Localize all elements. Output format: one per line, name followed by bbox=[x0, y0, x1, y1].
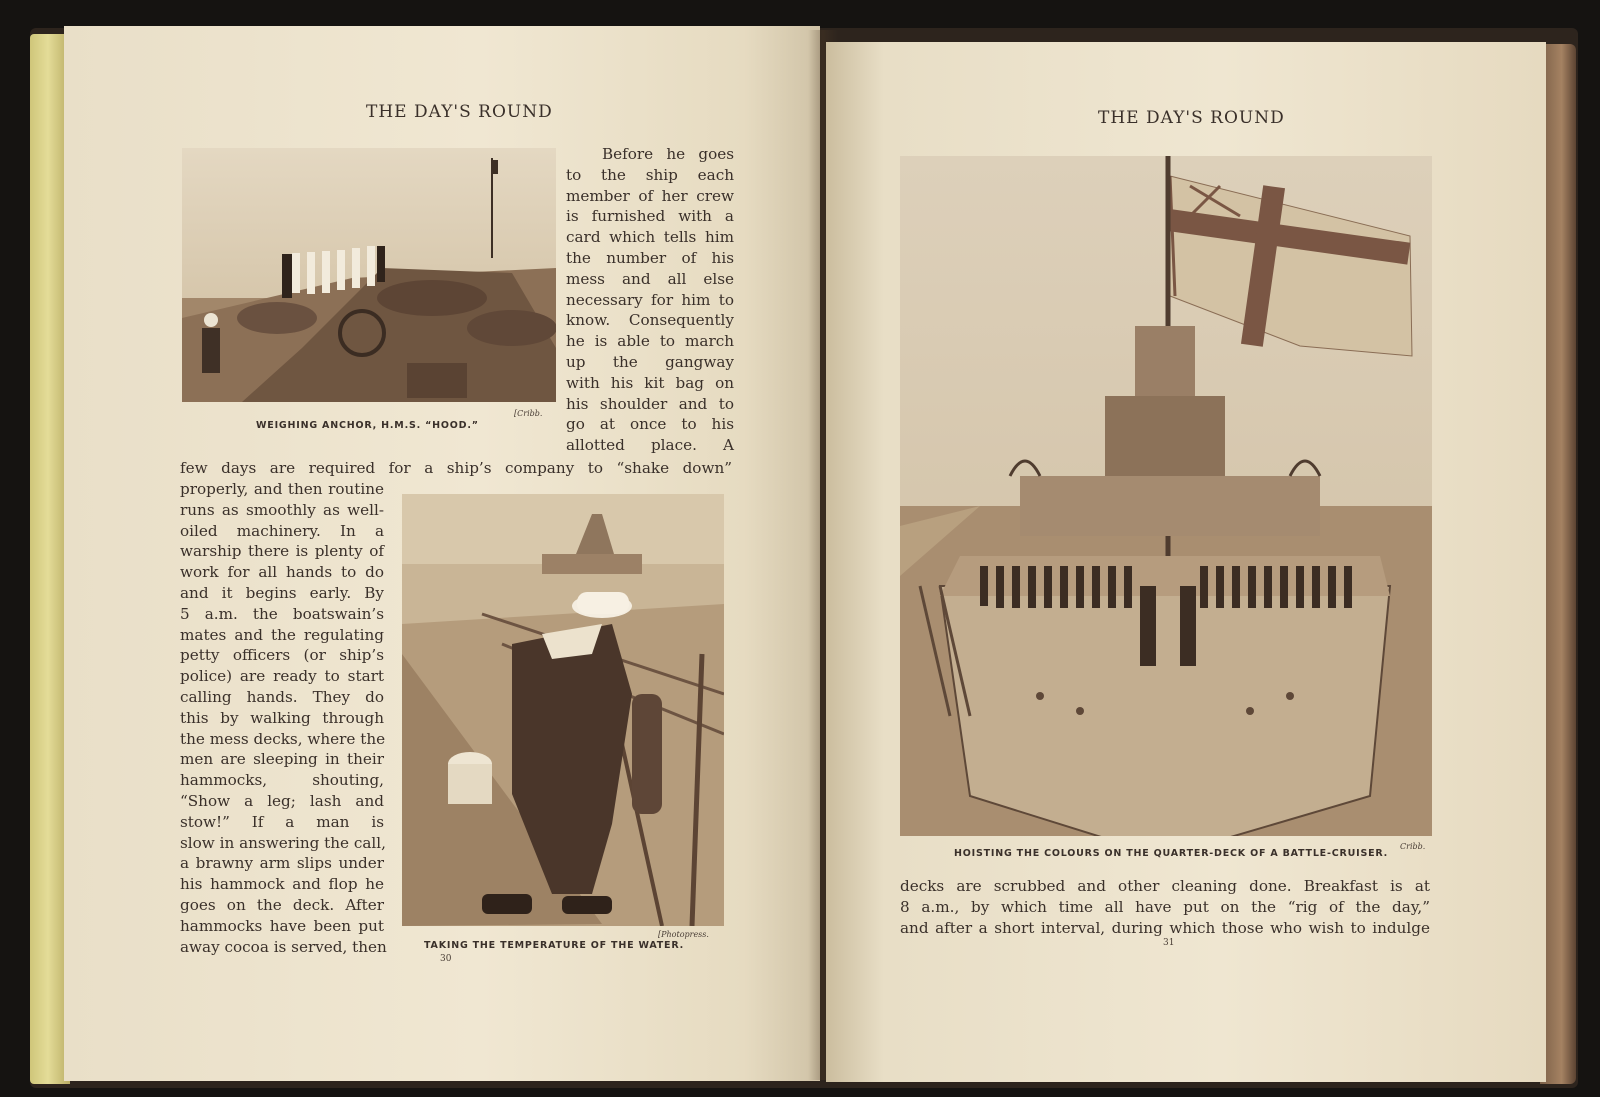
text-line: runs as smoothly as well- bbox=[180, 500, 384, 519]
text-line: and it begins early. By bbox=[180, 583, 384, 602]
photo-weighing-anchor bbox=[182, 148, 556, 402]
text-line: know. Consequently bbox=[566, 311, 734, 330]
text-line: the number of his bbox=[566, 248, 734, 267]
left-text-column-top bbox=[566, 144, 734, 456]
text-line: hammocks, shouting, bbox=[180, 771, 384, 790]
text-line: go at once to his bbox=[566, 415, 734, 434]
photo2-caption: TAKING THE TEMPERATURE OF THE WATER. bbox=[424, 940, 685, 951]
text-line: goes on the deck. After bbox=[180, 895, 384, 914]
text-line: he is able to march bbox=[566, 332, 734, 351]
text-line: card which tells him bbox=[566, 228, 734, 247]
left-text-full-line bbox=[180, 458, 732, 479]
right-text-block bbox=[900, 876, 1430, 938]
text-line: away cocoa is served, then bbox=[180, 937, 387, 956]
text-line: allotted place. A bbox=[566, 436, 734, 455]
text-line: properly, and then routine bbox=[180, 480, 384, 498]
text-line: police) are ready to start bbox=[180, 667, 384, 686]
left-page-number: 30 bbox=[440, 954, 452, 964]
right-page-number: 31 bbox=[1163, 938, 1175, 948]
photo1-credit: [Cribb. bbox=[514, 409, 543, 418]
photo2-credit: [Photopress. bbox=[658, 930, 709, 939]
text-line: to the ship each bbox=[566, 165, 734, 184]
text-line: member of her crew bbox=[566, 186, 734, 205]
text-line: slow in answering the call, bbox=[180, 833, 386, 852]
photo-credit-right: Cribb. bbox=[1400, 842, 1426, 851]
text-line: decks are scrubbed and other cleaning done. Breakfast is at bbox=[900, 877, 1430, 895]
text-line: the mess decks, where the bbox=[180, 729, 386, 748]
photo-hoisting-colours bbox=[900, 156, 1432, 836]
text-line: and after a short interval, during which those who wish to indulge bbox=[900, 918, 1430, 937]
text-line: petty officers (or ship’s bbox=[180, 646, 384, 665]
text-line: mates and the regulating bbox=[180, 625, 384, 644]
text-line: a brawny arm slips under bbox=[180, 854, 384, 873]
text-line: warship there is plenty of bbox=[180, 542, 384, 561]
text-line: men are sleeping in their bbox=[180, 750, 384, 769]
left-text-column-bottom bbox=[180, 479, 387, 957]
photo1-caption: WEIGHING ANCHOR, H.M.S. “HOOD.” bbox=[256, 420, 479, 431]
text-line: calling hands. They do bbox=[180, 687, 384, 706]
text-line: 8 a.m., by which time all have put on the “rig of the day,” bbox=[900, 897, 1430, 916]
text-line: his hammock and flop he bbox=[180, 875, 384, 894]
photo-taking-temperature bbox=[402, 494, 724, 926]
right-page bbox=[826, 42, 1546, 1082]
text-line: mess and all else bbox=[566, 269, 734, 288]
text-line: necessary for him to bbox=[566, 290, 734, 309]
text-line: Before he goes bbox=[602, 145, 734, 163]
text-line: few days are required for a ship’s company to “shake down” bbox=[180, 459, 732, 477]
text-line: his shoulder and to bbox=[566, 394, 734, 413]
text-line: “Show a leg; lash and bbox=[180, 791, 384, 810]
text-line: work for all hands to do bbox=[180, 563, 384, 582]
text-line: oiled machinery. In a bbox=[180, 521, 384, 540]
text-line: hammocks have been put bbox=[180, 916, 384, 935]
text-line: is furnished with a bbox=[566, 207, 734, 226]
text-line: this by walking through bbox=[180, 708, 384, 727]
right-running-head: THE DAY'S ROUND bbox=[1098, 108, 1285, 128]
text-line: stow!” If a man is bbox=[180, 812, 384, 831]
text-line: up the gangway bbox=[566, 352, 734, 371]
text-line: 5 a.m. the boatswain’s bbox=[180, 604, 384, 623]
text-line: with his kit bag on bbox=[566, 373, 734, 392]
photo-caption-right: HOISTING THE COLOURS ON THE QUARTER-DECK OF A BATTLE-CRUISER. bbox=[954, 848, 1389, 859]
left-page bbox=[64, 26, 820, 1081]
left-running-head: THE DAY'S ROUND bbox=[366, 102, 553, 122]
